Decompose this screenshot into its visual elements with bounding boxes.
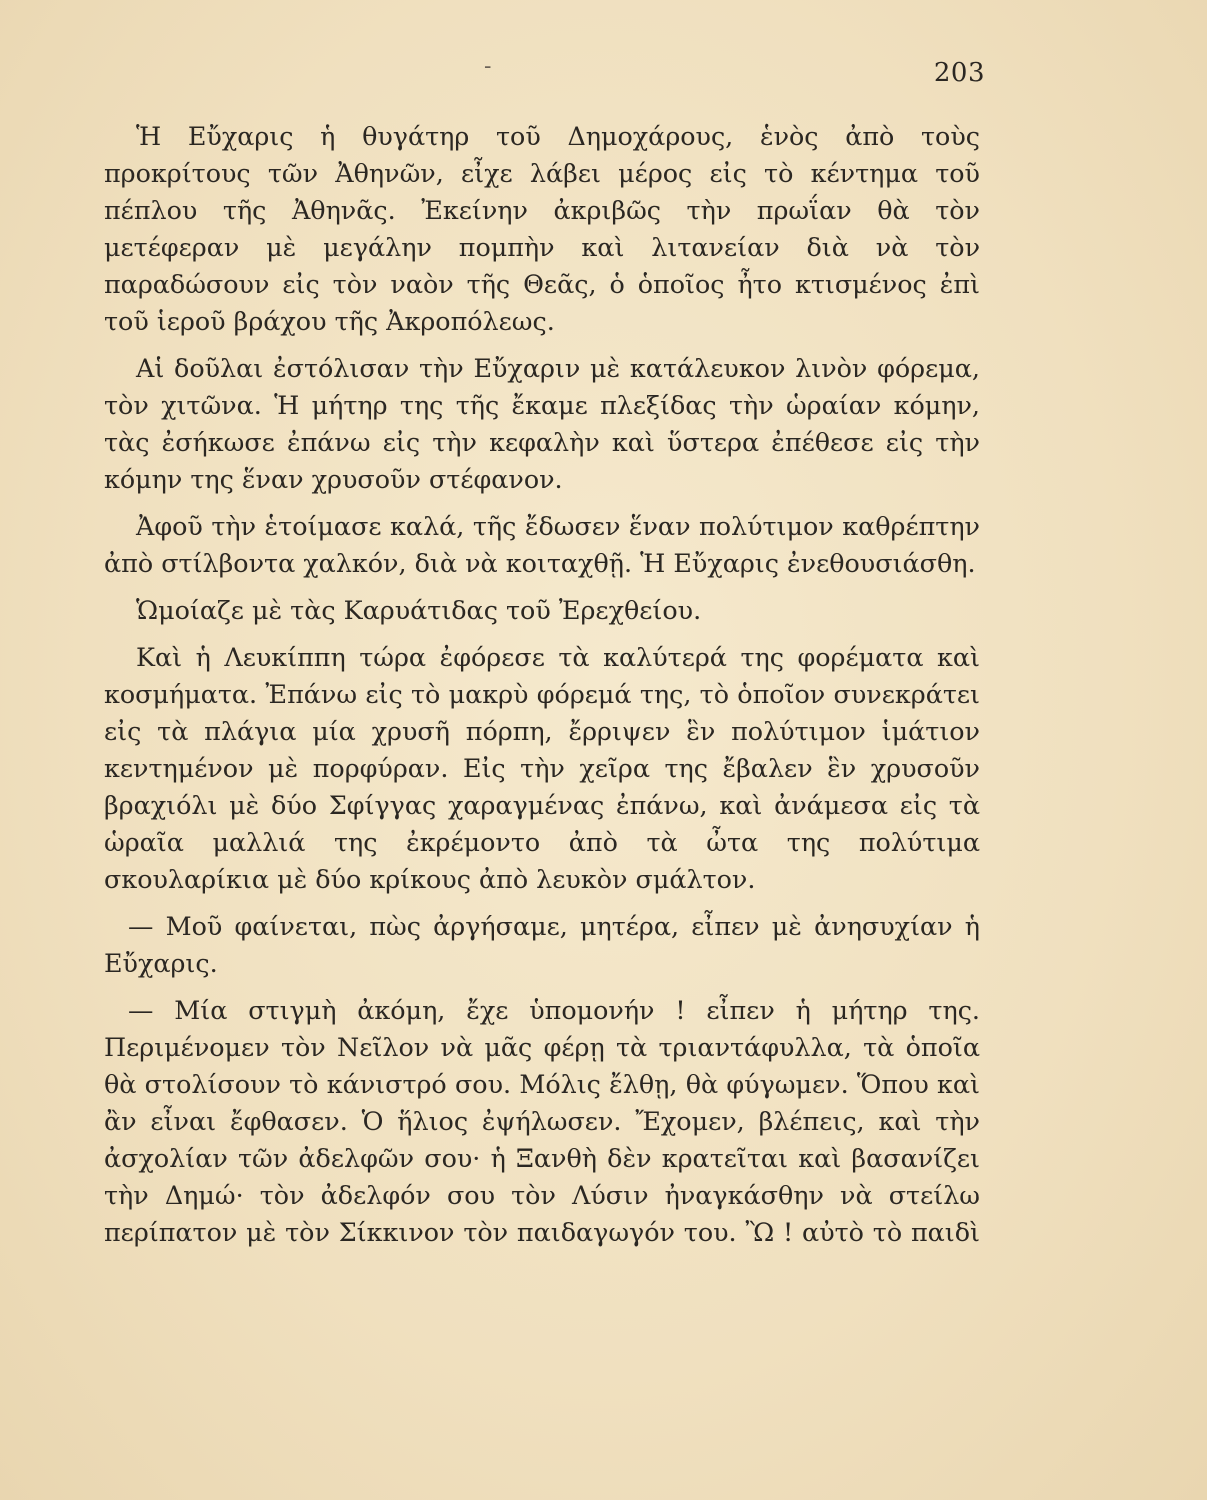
paragraph-3: Ἀφοῦ τὴν ἑτοίμασε καλά, τῆς ἔδωσεν ἕναν πολύτιμον καθρέπτην ἀπὸ στίλβοντα χαλκόν, διὰ νὰ κοιταχθῇ. Ἡ Εὔχαρις ἐνεθουσιάσθη. xyxy=(104,511,980,579)
top-mark: - xyxy=(484,54,492,79)
paragraph-1: Ἡ Εὔχαρις ἡ θυγάτηρ τοῦ Δημοχάρους, ἑνὸς ἀπὸ τοὺς προκρίτους τῶν Ἀθηνῶν, εἶχε λάβει μέρος εἰς τὸ κέντημα τοῦ πέπλου τῆς Ἀθηνᾶς. Ἐκείνην ἀκριβῶς τὴν πρωΐαν θὰ τὸν μετέφεραν μὲ μεγάλην πομπὴν καὶ λιτανείαν διὰ νὰ τὸν παραδώσουν εἰς τὸν ναὸν τῆς Θεᾶς, ὁ ὁποῖος ἦτο κτισμένος ἐπὶ τοῦ ἱεροῦ βράχου τῆς Ἀκροπόλεως. xyxy=(104,121,980,337)
paragraph-2: Αἱ δοῦλαι ἐστόλισαν τὴν Εὔχαριν μὲ κατάλευκον λινὸν φόρεμα, τὸν χιτῶνα. Ἡ μήτηρ της τῆς ἔκαμε πλεξίδας τὴν ὡραίαν κόμην, τὰς ἐσήκωσε ἐπάνω εἰς τὴν κεφαλὴν καὶ ὕστερα ἐπέθεσε εἰς τὴν κόμην της ἕναν χρυσοῦν στέφανον. xyxy=(104,353,980,495)
dialogue-1: — Μοῦ φαίνεται, πὼς ἀργήσαμε, μητέρα, εἶπεν μὲ ἀνησυχίαν ἡ Εὔχαρις. xyxy=(104,910,980,978)
body-text xyxy=(104,118,980,1251)
paragraph-4: Ὡμοίαζε μὲ τὰς Καρυάτιδας τοῦ Ἐρεχθείου. xyxy=(136,594,702,625)
page-number: 203 xyxy=(933,58,985,88)
dialogue-2: — Μία στιγμὴ ἀκόμη, ἔχε ὑπομονήν ! εἶπεν ἡ μήτηρ της. Περιμένομεν τὸν Νεῖλον νὰ μᾶς φέρῃ τὰ τριαντάφυλλα, τὰ ὁποῖα θὰ στολίσουν τὸ κάνιστρό σου. Μόλις ἔλθῃ, θὰ φύγωμεν. Ὅπου καὶ ἂν εἶναι ἔφθασεν. Ὁ ἥλιος ἐψήλωσεν. Ἔχομεν, βλέπεις, καὶ τὴν ἀσχολίαν τῶν ἀδελφῶν σου· ἡ Ξανθὴ δὲν κρατεῖται καὶ βασανίζει τὴν Δημώ· τὸν ἀδελφόν σου τὸν Λύσιν ἠναγκάσθην νὰ στείλω περίπατον μὲ τὸν Σίκκινον τὸν παιδαγωγόν του. Ὢ ! αὐτὸ τὸ παιδὶ xyxy=(104,994,980,1248)
paragraph-5: Καὶ ἡ Λευκίππη τώρα ἐφόρεσε τὰ καλύτερά της φορέματα καὶ κοσμήματα. Ἐπάνω εἰς τὸ μακρὺ φόρεμά της, τὸ ὁποῖον συνεκράτει εἰς τὰ πλάγια μία χρυσῆ πόρπη, ἔρριψεν ἓν πολύτιμον ἱμάτιον κεντημένον μὲ πορφύραν. Εἰς τὴν χεῖρα της ἔβαλεν ἓν χρυσοῦν βραχιόλι μὲ δύο Σφίγγας χαραγμένας ἐπάνω, καὶ ἀνάμεσα εἰς τὰ ὡραῖα μαλλιά της ἐκρέμοντο ἀπὸ τὰ ὦτα της πολύτιμα σκουλαρίκια μὲ δύο κρίκους ἀπὸ λευκὸν σμάλτον. xyxy=(104,641,980,895)
